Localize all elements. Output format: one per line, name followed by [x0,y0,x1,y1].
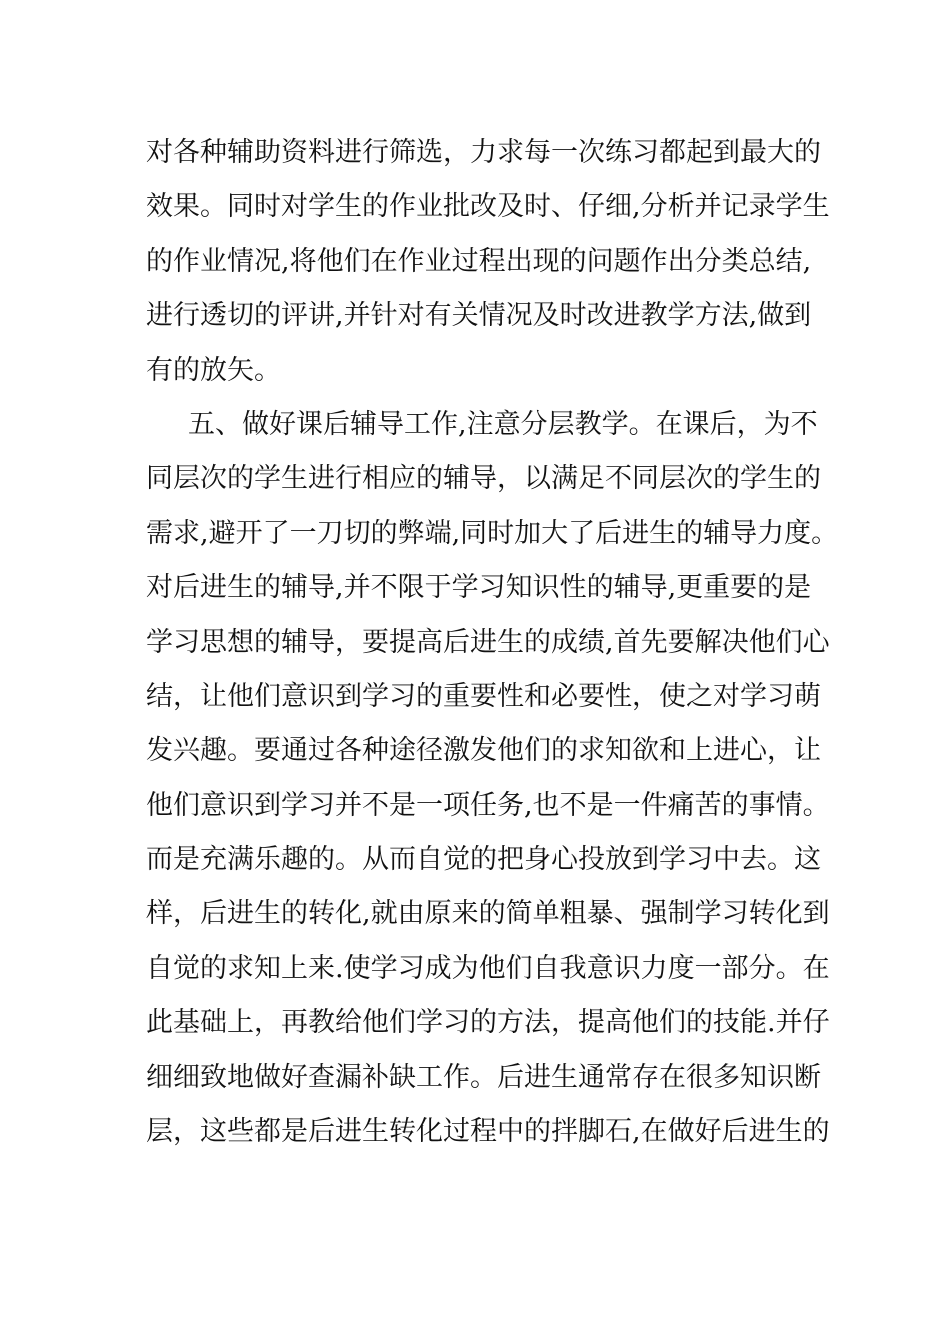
text-line: 发兴趣。要通过各种途径激发他们的求知欲和上进心，让 [146,735,821,767]
text-line: 进行透切的评讲,并针对有关情况及时改进教学方法,做到 [146,300,812,332]
text-line: 有的放矢。 [146,354,281,386]
text-line: 他们意识到学习并不是一项任务,也不是一件痛苦的事情。 [146,789,830,821]
text-line: 对各种辅助资料进行筛选，力求每一次练习都起到最大的 [146,137,821,168]
text-line: 层，这些都是后进生转化过程中的拌脚石,在做好后进生的 [146,1116,830,1148]
text-line: 样，后进生的转化,就由原来的简单粗暴、强制学习转化到 [146,898,830,930]
text-line: 学习思想的辅导，要提高后进生的成绩,首先要解决他们心 [146,626,830,658]
text-line: 对后进生的辅导,并不限于学习知识性的辅导,更重要的是 [146,572,812,604]
text-line: 需求,避开了一刀切的弊端,同时加大了后进生的辅导力度。 [146,517,839,549]
text-line: 细细致地做好查漏补缺工作。后进生通常存在很多知识断 [146,1061,821,1093]
paragraph-start-line: 五、做好课后辅导工作,注意分层教学。在课后，为不 [188,408,818,440]
body-text [146,126,839,1159]
text-line: 自觉的求知上来.使学习成为他们自我意识力度一部分。在 [146,952,830,984]
text-line: 同层次的学生进行相应的辅导，以满足不同层次的学生的 [146,463,821,495]
text-line: 而是充满乐趣的。从而自觉的把身心投放到学习中去。这 [146,844,821,876]
text-line: 的作业情况,将他们在作业过程出现的问题作出分类总结, [146,245,812,277]
text-line: 此基础上，再教给他们学习的方法，提高他们的技能.并仔 [146,1007,830,1039]
text-line: 结，让他们意识到学习的重要性和必要性，使之对学习萌 [146,680,821,712]
text-line: 效果。同时对学生的作业批改及时、仔细,分析并记录学生 [146,191,830,223]
